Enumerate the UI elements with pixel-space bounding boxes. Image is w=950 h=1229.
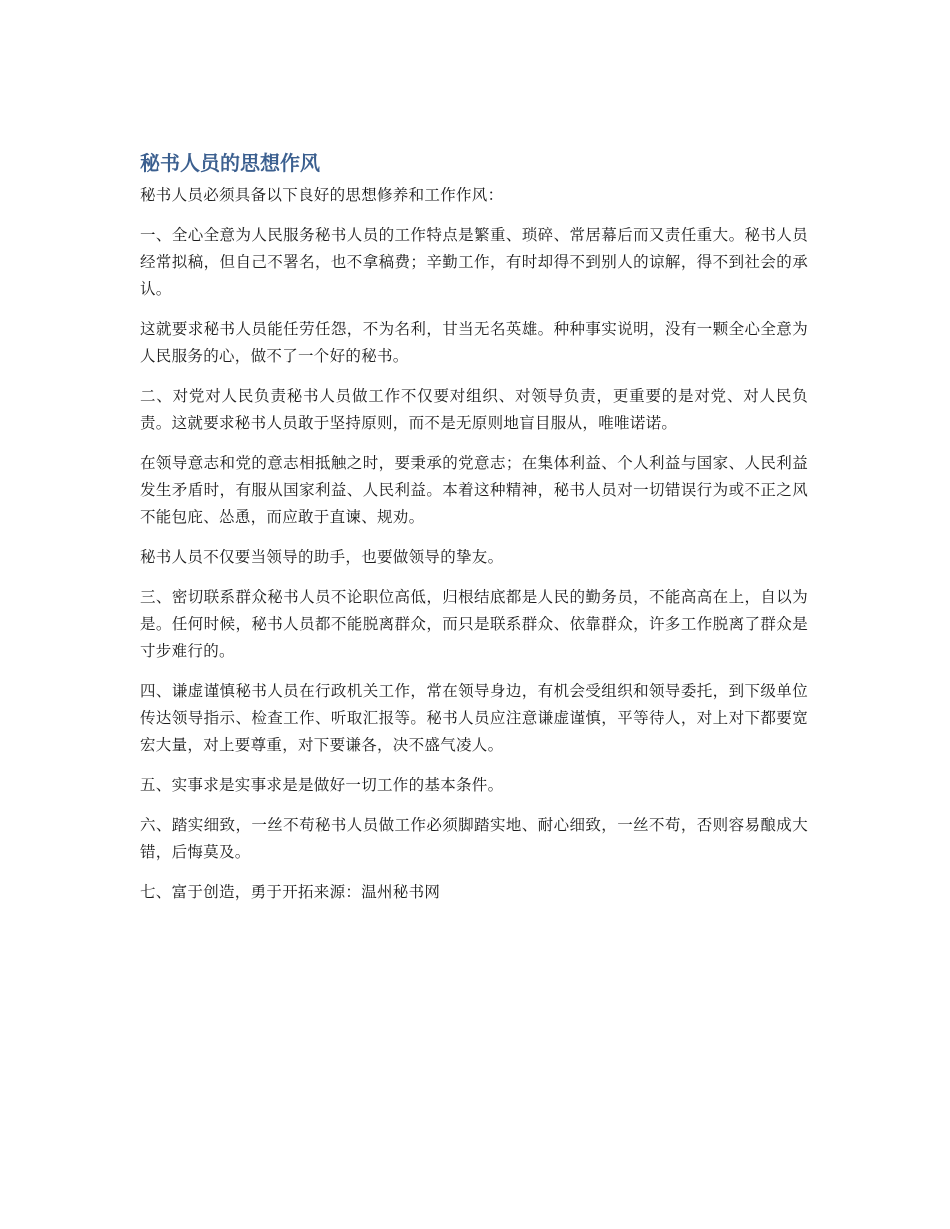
document-page — [140, 148, 808, 919]
paragraph-8: 五、实事求是实事求是是做好一切工作的基本条件。 — [140, 776, 504, 794]
paragraph-9: 六、踏实细致，一丝不苟秘书人员做工作必须脚踏实地、耐心细致，一丝不苟，否则容易酿成大错，后悔莫及。 — [140, 816, 808, 861]
paragraph-2: 这就要求秘书人员能任劳任怨，不为名利，甘当无名英雄。种种事实说明，没有一颗全心全意为人民服务的心，做不了一个好的秘书。 — [140, 320, 808, 365]
document-title: 秘书人员的思想作风 — [140, 151, 320, 175]
paragraph-intro: 秘书人员必须具备以下良好的思想修养和工作作风： — [140, 186, 504, 204]
paragraph-5: 秘书人员不仅要当领导的助手，也要做领导的挚友。 — [140, 548, 504, 566]
paragraph-1: 一、全心全意为人民服务秘书人员的工作特点是繁重、琐碎、常居幕后而又责任重大。秘书人员经常拟稿，但自己不署名，也不拿稿费；辛勤工作，有时却得不到别人的谅解，得不到社会的承认。 — [140, 226, 808, 298]
paragraph-6: 三、密切联系群众秘书人员不论职位高低，归根结底都是人民的勤务员，不能高高在上，自以为是。任何时候，秘书人员都不能脱离群众，而只是联系群众、依靠群众，许多工作脱离了群众是寸步难行的。 — [140, 588, 808, 660]
paragraph-4: 在领导意志和党的意志相抵触之时，要秉承的党意志；在集体利益、个人利益与国家、人民利益发生矛盾时，有服从国家利益、人民利益。本着这种精神，秘书人员对一切错误行为或不正之风不能包庇、怂恿，而应敢于直谏、规劝。 — [140, 454, 808, 526]
paragraph-7: 四、谦虚谨慎秘书人员在行政机关工作，常在领导身边，有机会受组织和领导委托，到下级单位传达领导指示、检查工作、听取汇报等。秘书人员应注意谦虚谨慎，平等待人，对上对下都要宽宏大量，对上要尊重，对下要谦各，决不盛气凌人。 — [140, 682, 808, 754]
paragraph-3: 二、对党对人民负责秘书人员做工作不仅要对组织、对领导负责，更重要的是对党、对人民负责。这就要求秘书人员敢于坚持原则，而不是无原则地盲目服从，唯唯诺诺。 — [140, 387, 808, 432]
paragraph-10: 七、富于创造，勇于开拓来源：温州秘书网 — [140, 883, 441, 901]
